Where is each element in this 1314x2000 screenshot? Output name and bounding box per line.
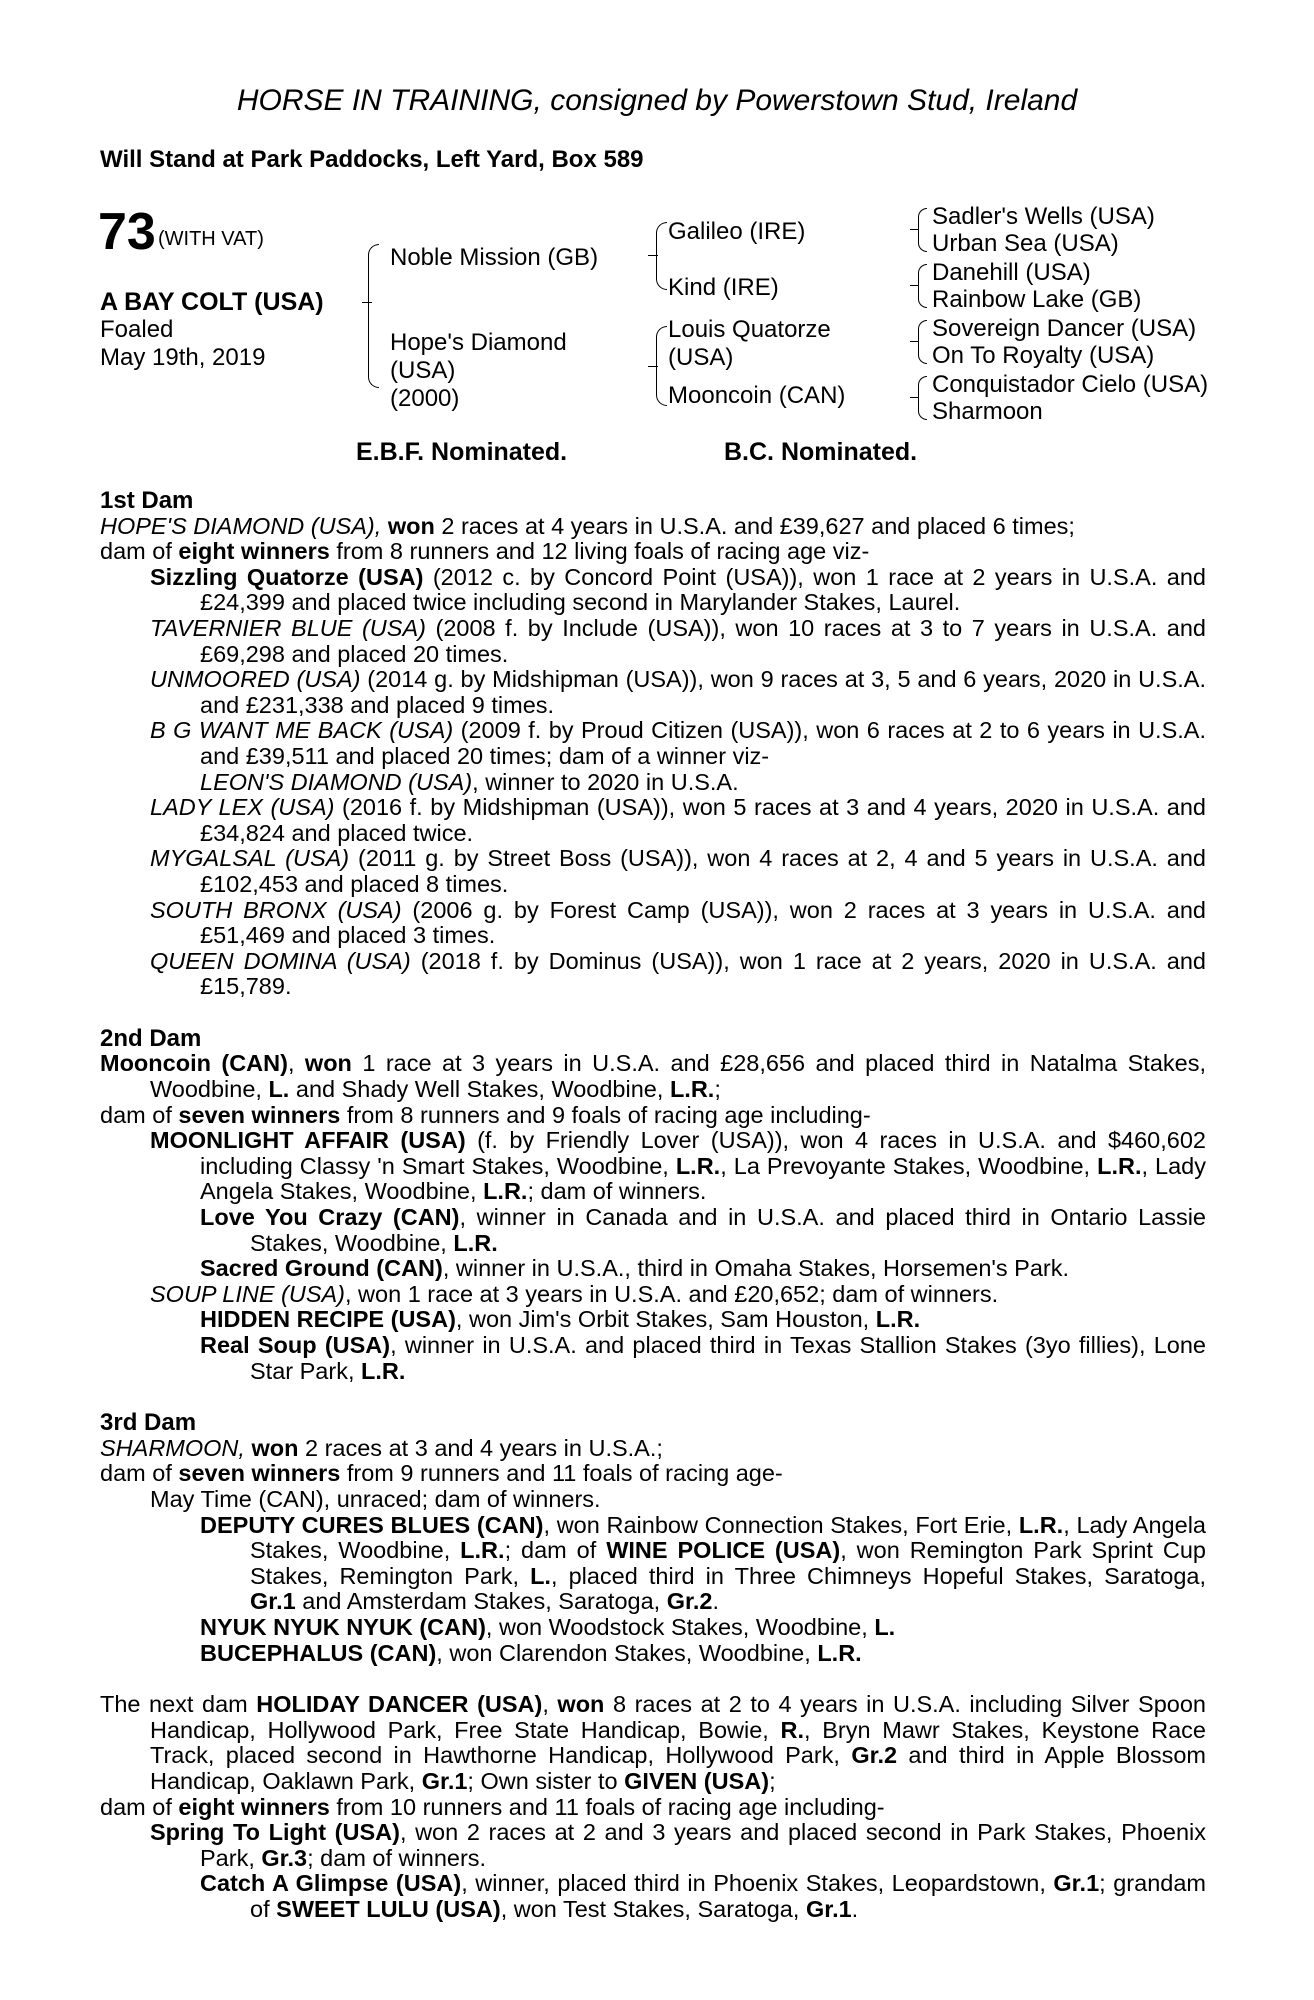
brace-gen3-2 <box>918 264 927 308</box>
sire-brace-tip <box>648 255 658 256</box>
sire-name: Noble Mission (GB) <box>390 244 599 271</box>
grandfoal-entry: HIDDEN RECIPE (USA), won Jim's Orbit Stakes, Sam Houston, L.R. <box>200 1306 921 1333</box>
foal-entry: QUEEN DOMINA (USA) (2018 f. by Dominus (USA)), won 1 race at 2 years, 2020 in U.S.A. and £15,789. <box>150 947 1206 1000</box>
foaled-info <box>100 316 265 372</box>
next-dam-section <box>100 1692 1206 1922</box>
lot-number: 73 <box>98 203 156 261</box>
second-dam-intro: Mooncoin (CAN), won 1 race at 3 years in U.S.A. and £28,656 and placed third in Natalma Stakes, Woodbine, L. and Shady Well Stakes, Woodbine, L.R.; <box>100 1050 1207 1103</box>
dsd: On To Royalty (USA) <box>932 342 1155 369</box>
foaled-date: May 19th, 2019 <box>100 344 266 371</box>
dam-brace-tip <box>648 366 658 367</box>
foal-entry: MYGALSAL (USA) (2011 g. by Street Boss (USA)), won 4 races at 2, 4 and 5 years in U.S.A. and £102,453 and placed 8 times. <box>150 845 1206 897</box>
brace-gen3-1 <box>918 208 927 252</box>
foal-entry: LADY LEX (USA) (2016 f. by Midshipman (USA)), won 5 races at 3 and 4 years, 2020 in U.S.A. and £34,824 and placed twice. <box>150 794 1206 846</box>
foal-entry: B G WANT ME BACK (USA) (2009 f. by Proud Citizen (USA)), won 6 races at 2 to 6 years in U.S.A. and £39,511 and placed 20 times; dam of a winner viz- <box>150 717 1206 769</box>
third-dam-heading: 3rd Dam <box>100 1409 197 1437</box>
foal-entry: Spring To Light (USA), won 2 races at 2 and 3 years and placed second in Park Stakes, Phoenix Park, Gr.3; dam of winners. <box>150 1819 1206 1871</box>
foal-entry: SOUP LINE (USA), won 1 race at 3 years in U.S.A. and £20,652; dam of winners. <box>150 1280 999 1307</box>
next-dam-intro: The next dam HOLIDAY DANCER (USA), won 8 races at 2 to 4 years in U.S.A. including Silver Spoon Handicap, Hollywood Park, Free State Handicap, Bowie, R., Bryn Mawr Stakes, Keystone Race Track, placed second in Hawthorne Handicap, Hollywood Park, Gr.2 and third in Apple Blossom Handicap, Oaklawn Park, Gr.1; Own sister to GIVEN (USA); <box>100 1691 1207 1794</box>
sire-sire: Galileo (IRE) <box>668 218 806 245</box>
third-dam-intro: SHARMOON, won 2 races at 3 and 4 years in U.S.A.; <box>100 1434 663 1461</box>
ebf-nominated: E.B.F. Nominated. <box>356 438 568 466</box>
next-dam-damof: dam of eight winners from 10 runners and 11 foals of racing age including- <box>100 1793 885 1820</box>
foal-entry: UNMOORED (USA) (2014 g. by Midshipman (USA)), won 9 races at 3, 5 and 6 years, 2020 in U.S.A. and £231,338 and placed 9 times. <box>150 666 1206 718</box>
brace-gen3-4 <box>918 376 927 420</box>
pedigree-brace-main-tip <box>362 302 372 303</box>
first-dam-section <box>100 488 1206 1000</box>
dam-dam: Mooncoin (CAN) <box>668 382 846 409</box>
sire-dam: Kind (IRE) <box>668 274 779 301</box>
foal-entry: MOONLIGHT AFFAIR (USA) (f. by Friendly Lover (USA)), won 4 races in U.S.A. and $460,602 including Classy 'n Smart Stakes, Woodbine, L.R., La Prevoyante Stakes, Woodbine, L.R., Lady Angela Stakes, Woodbine, L.R.; dam of winners. <box>150 1127 1206 1205</box>
lot-description: A BAY COLT (USA) <box>100 288 324 316</box>
grandfoal-entry: Love You Crazy (CAN), winner in Canada and in U.S.A. and placed third in Ontario Lassie Stakes, Woodbine, L.R. <box>200 1204 1206 1256</box>
grandfoal-entry: Catch A Glimpse (USA), winner, placed third in Phoenix Stakes, Leopardstown, Gr.1; grandam of SWEET LULU (USA), won Test Stakes, Saratoga, Gr.1. <box>200 1870 1206 1922</box>
foal-entry: SOUTH BRONX (USA) (2006 g. by Forest Camp (USA)), won 2 races at 3 years in U.S.A. and £51,469 and placed 3 times. <box>150 896 1206 949</box>
foaled-label: Foaled <box>100 316 174 343</box>
dss: Sovereign Dancer (USA) <box>932 315 1197 342</box>
first-dam-damof: dam of eight winners from 8 runners and 12 living foals of racing age viz- <box>100 538 870 565</box>
foal-entry: May Time (CAN), unraced; dam of winners. <box>150 1485 601 1512</box>
first-dam-intro: HOPE'S DIAMOND (USA), won 2 races at 4 years in U.S.A. and £39,627 and placed 6 times; <box>100 512 1075 539</box>
foal-entry: TAVERNIER BLUE (USA) (2008 f. by Include (USA)), won 10 races at 3 to 7 years in U.S.A. and £69,298 and placed 20 times. <box>150 614 1206 667</box>
ssd: Urban Sea (USA) <box>932 230 1119 257</box>
first-dam-heading: 1st Dam <box>100 487 194 514</box>
third-dam-damof: dam of seven winners from 9 runners and 11 foals of racing age- <box>100 1460 783 1487</box>
grandfoal-entry: Sacred Ground (CAN), winner in U.S.A., third in Omaha Stakes, Horsemen's Park. <box>200 1255 1070 1282</box>
vat-label: (WITH VAT) <box>158 228 264 250</box>
second-dam-heading: 2nd Dam <box>100 1024 202 1052</box>
third-dam-section <box>100 1410 1206 1666</box>
pedigree-notes <box>100 488 1206 1922</box>
bc-nominated: B.C. Nominated. <box>724 438 918 466</box>
pedigree-brace-main <box>368 244 379 388</box>
grandfoal-entry: LEON'S DIAMOND (USA), winner to 2020 in U.S.A. <box>200 768 739 795</box>
brace-gen3-3 <box>918 320 927 364</box>
dam-sire: Louis Quatorze (USA) <box>668 316 831 371</box>
dds: Conquistador Cielo (USA) <box>932 371 1209 398</box>
sire-brace <box>656 222 667 290</box>
ddd: Sharmoon <box>932 398 1043 425</box>
grandfoal-entry: BUCEPHALUS (CAN), won Clarendon Stakes, Woodbine, L.R. <box>200 1639 862 1666</box>
sdd: Rainbow Lake (GB) <box>932 286 1142 313</box>
second-dam-damof: dam of seven winners from 8 runners and 9 foals of racing age including- <box>100 1101 871 1128</box>
dam-name: Hope's Diamond (USA) (2000) <box>390 329 567 412</box>
foal-entry: Sizzling Quatorze (USA) (2012 c. by Concord Point (USA)), won 1 race at 2 years in U.S.A. and £24,399 and placed twice including second in Marylander Stakes, Laurel. <box>150 563 1206 616</box>
grandfoal-entry: NYUK NYUK NYUK (CAN), won Woodstock Stakes, Woodbine, L. <box>200 1613 896 1640</box>
grandfoal-entry: Real Soup (USA), winner in U.S.A. and placed third in Texas Stallion Stakes (3yo fillies), Lone Star Park, L.R. <box>200 1332 1206 1384</box>
grandfoal-entry: DEPUTY CURES BLUES (CAN), won Rainbow Connection Stakes, Fort Erie, L.R., Lady Angela Stakes, Woodbine, L.R.; dam of WINE POLICE (USA), won Remington Park Sprint Cup Stakes, Remington Park, L., placed third in Three Chimneys Hopeful Stakes, Saratoga, Gr.1 and Amsterdam Stakes, Saratoga, Gr.2. <box>200 1511 1207 1615</box>
page-title: HORSE IN TRAINING, consigned by Powerstown Stud, Ireland <box>236 84 1078 117</box>
sss: Sadler's Wells (USA) <box>932 203 1155 230</box>
sds: Danehill (USA) <box>932 259 1091 286</box>
stand-location: Will Stand at Park Paddocks, Left Yard, Box 589 <box>100 146 644 173</box>
second-dam-section <box>100 1026 1206 1384</box>
